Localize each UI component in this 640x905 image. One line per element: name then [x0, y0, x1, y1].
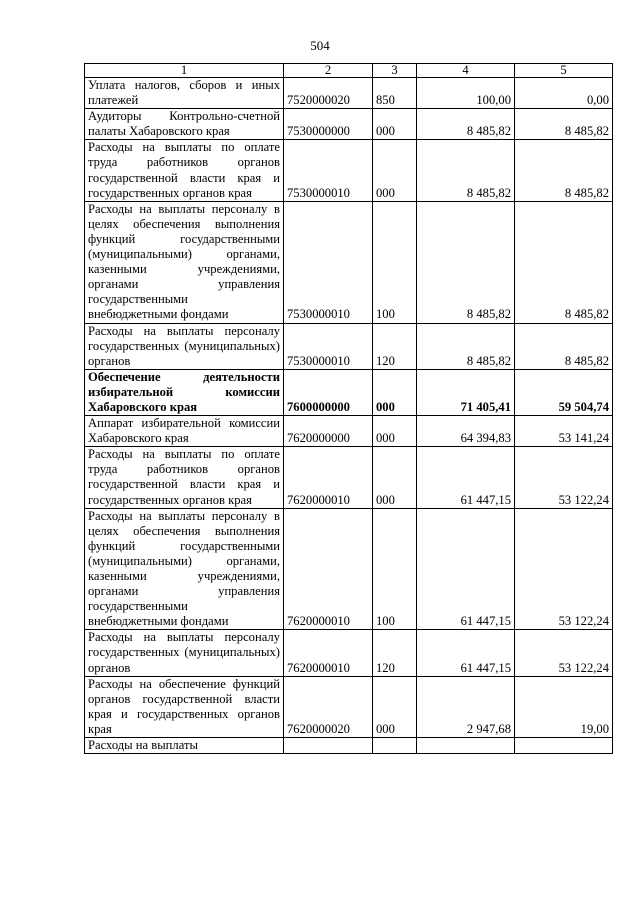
header-col-2: 2 — [284, 64, 373, 78]
table-row — [85, 447, 613, 508]
row-expense-type — [373, 738, 417, 754]
row-code: 7620000010 — [284, 630, 373, 676]
table-row — [85, 78, 613, 109]
table-row — [85, 508, 613, 630]
table-row — [85, 140, 613, 201]
table-row — [85, 416, 613, 447]
row-value-col-4: 61 447,15 — [417, 508, 515, 630]
row-expense-type: 000 — [373, 140, 417, 201]
row-expense-type: 000 — [373, 676, 417, 737]
row-value-col-5: 8 485,82 — [515, 201, 613, 323]
row-value-col-5: 0,00 — [515, 78, 613, 109]
row-name: Расходы на выплаты по оплате труда работников органов государственной власти края и государственных органов края — [85, 140, 284, 201]
row-code: 7600000000 — [284, 369, 373, 415]
row-code: 7530000010 — [284, 201, 373, 323]
table-row — [85, 630, 613, 676]
row-expense-type: 000 — [373, 447, 417, 508]
row-name: Расходы на выплаты по оплате труда работников органов государственной власти края и государственных органов края — [85, 447, 284, 508]
row-value-col-5: 8 485,82 — [515, 109, 613, 140]
table-row — [85, 201, 613, 323]
table-row — [85, 323, 613, 369]
row-name: Аудиторы Контрольно-счетной палаты Хабаровского края — [85, 109, 284, 140]
row-value-col-5: 59 504,74 — [515, 369, 613, 415]
row-value-col-5 — [515, 738, 613, 754]
row-name: Расходы на выплаты персоналу государственных (муниципальных) органов — [85, 323, 284, 369]
row-code: 7520000020 — [284, 78, 373, 109]
row-code: 7620000020 — [284, 676, 373, 737]
row-value-col-4: 2 947,68 — [417, 676, 515, 737]
row-name: Уплата налогов, сборов и иных платежей — [85, 78, 284, 109]
page-number: 504 — [310, 38, 330, 53]
table-row — [85, 738, 613, 754]
row-value-col-4: 8 485,82 — [417, 140, 515, 201]
row-value-col-4: 100,00 — [417, 78, 515, 109]
row-value-col-5: 53 141,24 — [515, 416, 613, 447]
row-code — [284, 738, 373, 754]
row-expense-type: 120 — [373, 630, 417, 676]
row-value-col-5: 53 122,24 — [515, 630, 613, 676]
row-value-col-5: 53 122,24 — [515, 508, 613, 630]
row-code: 7530000000 — [284, 109, 373, 140]
table-row — [85, 369, 613, 415]
table-row — [85, 109, 613, 140]
row-code: 7530000010 — [284, 323, 373, 369]
row-value-col-4 — [417, 738, 515, 754]
row-name: Расходы на обеспечение функций органов государственной власти края и государственных органов края — [85, 676, 284, 737]
header-col-1: 1 — [85, 64, 284, 78]
row-expense-type: 000 — [373, 369, 417, 415]
row-value-col-5: 8 485,82 — [515, 140, 613, 201]
row-value-col-4: 64 394,83 — [417, 416, 515, 447]
row-name: Аппарат избирательной комиссии Хабаровского края — [85, 416, 284, 447]
table-header-row — [85, 64, 613, 78]
header-col-3: 3 — [373, 64, 417, 78]
row-expense-type: 120 — [373, 323, 417, 369]
row-expense-type: 000 — [373, 109, 417, 140]
row-value-col-4: 71 405,41 — [417, 369, 515, 415]
row-value-col-4: 61 447,15 — [417, 630, 515, 676]
row-name: Обеспечение деятельности избирательной комиссии Хабаровского края — [85, 369, 284, 415]
budget-table — [84, 63, 613, 754]
row-code: 7530000010 — [284, 140, 373, 201]
row-expense-type: 000 — [373, 416, 417, 447]
row-expense-type: 100 — [373, 201, 417, 323]
row-value-col-4: 8 485,82 — [417, 201, 515, 323]
row-value-col-4: 8 485,82 — [417, 109, 515, 140]
row-value-col-4: 61 447,15 — [417, 447, 515, 508]
header-col-4: 4 — [417, 64, 515, 78]
row-expense-type: 850 — [373, 78, 417, 109]
row-code: 7620000010 — [284, 447, 373, 508]
row-expense-type: 100 — [373, 508, 417, 630]
row-value-col-5: 19,00 — [515, 676, 613, 737]
header-col-5: 5 — [515, 64, 613, 78]
row-value-col-5: 53 122,24 — [515, 447, 613, 508]
row-name: Расходы на выплаты персоналу в целях обеспечения выполнения функций государственными (муниципальными) органами, казенными учреждениями, органами управления государственными внебюджетными фондами — [85, 201, 284, 323]
row-code: 7620000010 — [284, 508, 373, 630]
row-code: 7620000000 — [284, 416, 373, 447]
row-value-col-5: 8 485,82 — [515, 323, 613, 369]
row-name: Расходы на выплаты персоналу государственных (муниципальных) органов — [85, 630, 284, 676]
row-name: Расходы на выплаты — [85, 738, 284, 754]
row-name: Расходы на выплаты персоналу в целях обеспечения выполнения функций государственными (муниципальными) органами, казенными учреждениями, органами управления государственными внебюджетными фондами — [85, 508, 284, 630]
table-row — [85, 676, 613, 737]
row-value-col-4: 8 485,82 — [417, 323, 515, 369]
